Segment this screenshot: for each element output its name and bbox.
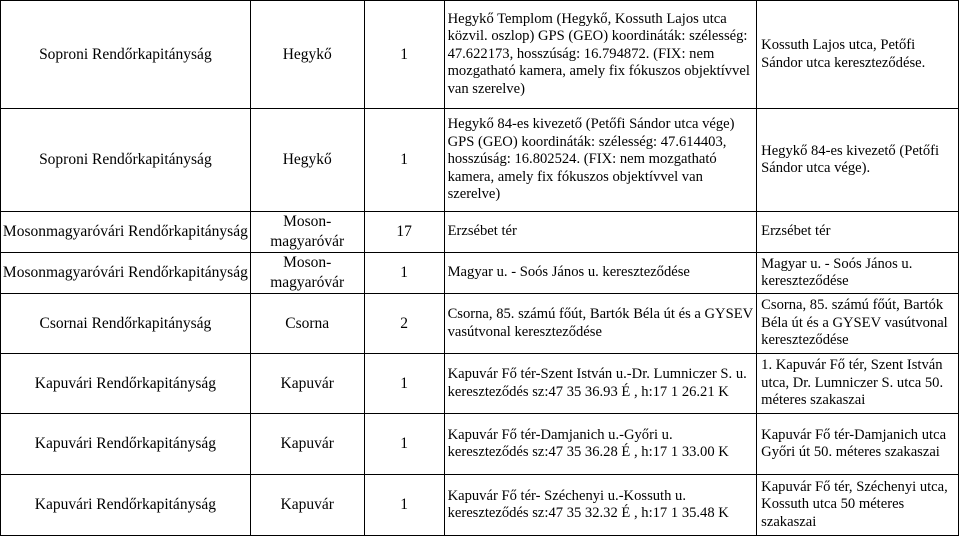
leiras-cell: Hegykő Templom (Hegykő, Kossuth Lajos utca közvil. oszlop) GPS (GEO) koordináták: szélesség: 47.622173, hosszúság: 16.794872. (FIX: nem mozgatható kamera, amely fix fókuszos objektívvel van szerelve) [444,1,757,109]
kapitanysag-cell: Soproni Rendőrkapitányság [1,109,251,212]
helyszin-cell: Csorna, 85. számú főút, Bartók Béla út és a GYSEV vasútvonal kereszteződése [757,294,959,354]
table-row [1,354,959,414]
table-row [1,1,959,109]
kapitanysag-cell: Soproni Rendőrkapitányság [1,1,251,109]
telepules-cell: Kapuvár [250,475,364,536]
leiras-cell: Kapuvár Fő tér-Damjanich u.-Győri u. kereszteződés sz:47 35 36.28 É , h:17 1 33.00 K [444,414,757,475]
helyszin-cell: Kapuvár Fő tér-Damjanich utca Győri út 50. méteres szakaszai [757,414,959,475]
kapitanysag-cell: Kapuvári Rendőrkapitányság [1,475,251,536]
darabszam-cell: 1 [364,253,444,294]
kapitanysag-cell: Kapuvári Rendőrkapitányság [1,414,251,475]
table-row [1,475,959,536]
table-row [1,212,959,253]
leiras-cell: Kapuvár Fő tér- Széchenyi u.-Kossuth u. kereszteződés sz:47 35 32.32 É , h:17 1 35.48 K [444,475,757,536]
darabszam-cell: 17 [364,212,444,253]
leiras-cell: Erzsébet tér [444,212,757,253]
helyszin-cell: Kapuvár Fő tér, Széchenyi utca, Kossuth utca 50 méteres szakaszai [757,475,959,536]
kapitanysag-cell: Mosonmagyaróvári Rendőrkapitányság [1,212,251,253]
telepules-cell: Kapuvár [250,414,364,475]
leiras-cell: Magyar u. - Soós János u. kereszteződése [444,253,757,294]
darabszam-cell: 2 [364,294,444,354]
kapitanysag-cell: Csornai Rendőrkapitányság [1,294,251,354]
table-row [1,109,959,212]
telepules-cell: Moson-magyaróvár [250,212,364,253]
telepules-cell: Hegykő [250,109,364,212]
kapitanysag-cell: Mosonmagyaróvári Rendőrkapitányság [1,253,251,294]
helyszin-cell: 1. Kapuvár Fő tér, Szent István utca, Dr. Lumniczer S. utca 50. méteres szakaszai [757,354,959,414]
darabszam-cell: 1 [364,475,444,536]
darabszam-cell: 1 [364,414,444,475]
helyszin-cell: Erzsébet tér [757,212,959,253]
telepules-cell: Moson-magyaróvár [250,253,364,294]
helyszin-cell: Kossuth Lajos utca, Petőfi Sándor utca kereszteződése. [757,1,959,109]
darabszam-cell: 1 [364,354,444,414]
darabszam-cell: 1 [364,1,444,109]
helyszin-cell: Hegykő 84-es kivezető (Petőfi Sándor utca vége). [757,109,959,212]
telepules-cell: Kapuvár [250,354,364,414]
helyszin-cell: Magyar u. - Soós János u. kereszteződése [757,253,959,294]
table-row [1,414,959,475]
telepules-cell: Csorna [250,294,364,354]
kapitanysag-cell: Kapuvári Rendőrkapitányság [1,354,251,414]
table-row [1,294,959,354]
leiras-cell: Csorna, 85. számú főút, Bartók Béla út és a GYSEV vasútvonal kereszteződése [444,294,757,354]
table-row [1,253,959,294]
leiras-cell: Hegykő 84-es kivezető (Petőfi Sándor utca vége) GPS (GEO) koordináták: szélesség: 47.614403, hosszúság: 16.802524. (FIX: nem mozgatható kamera, amely fix fókuszos objektívvel van szerelve) [444,109,757,212]
leiras-cell: Kapuvár Fő tér-Szent István u.-Dr. Lumniczer S. u. kereszteződés sz:47 35 36.93 É , h:17 1 26.21 K [444,354,757,414]
telepules-cell: Hegykő [250,1,364,109]
darabszam-cell: 1 [364,109,444,212]
